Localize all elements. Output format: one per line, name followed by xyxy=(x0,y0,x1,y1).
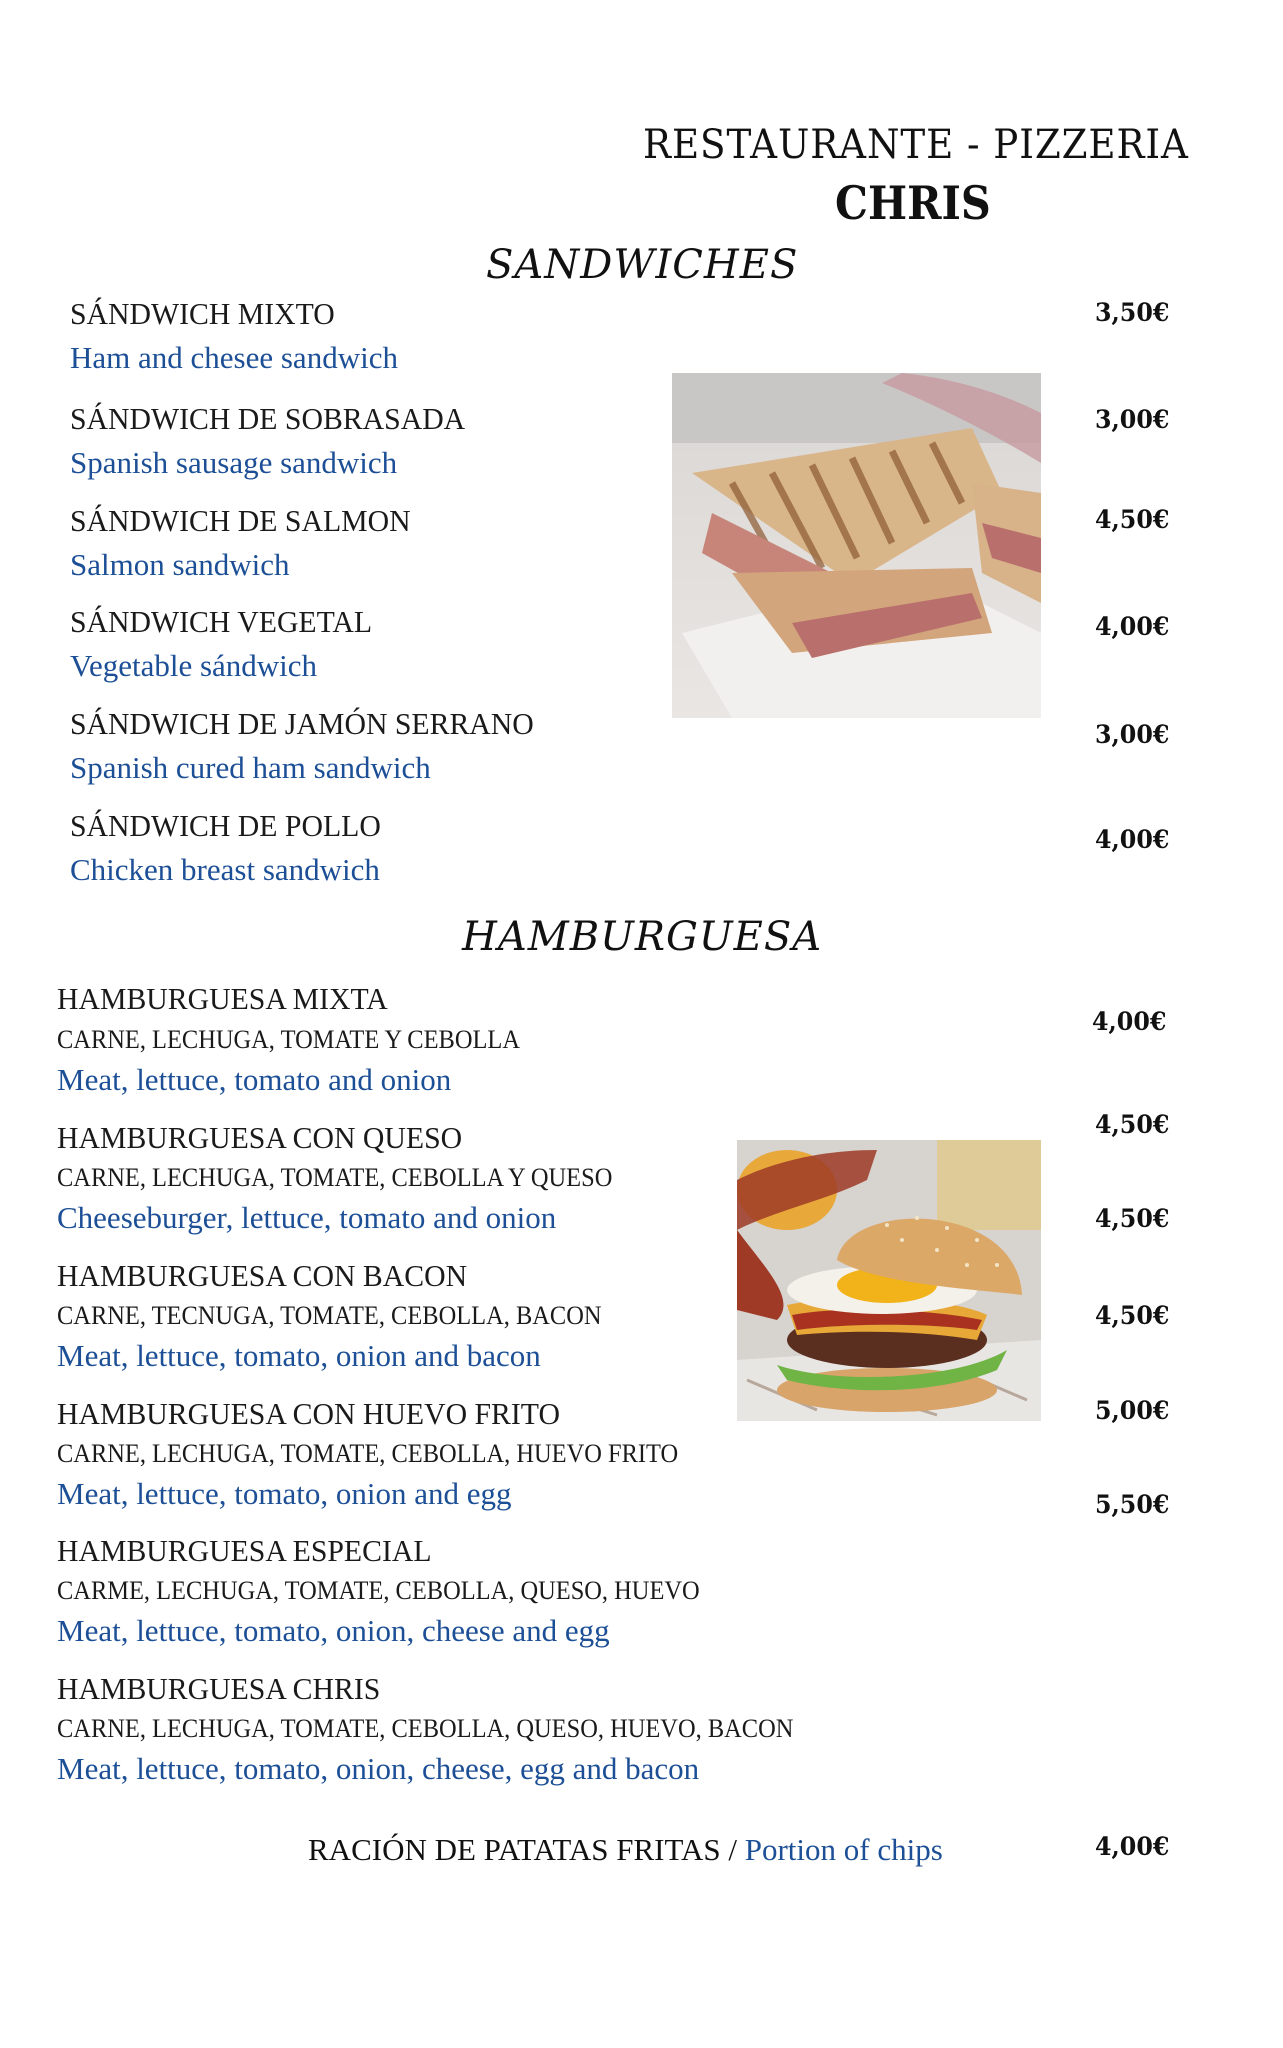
item-price: 4,50€ xyxy=(1095,1110,1170,1139)
restaurant-subtitle: RESTAURANTE - PIZZERIA xyxy=(643,122,1189,168)
item-ingredients: CARNE, LECHUGA, TOMATE, CEBOLLA, QUESO, HUEVO, BACON xyxy=(57,1714,794,1743)
item-ingredients: CARME, LECHUGA, TOMATE, CEBOLLA, QUESO, HUEVO xyxy=(57,1576,700,1605)
chips-line xyxy=(308,1832,943,1868)
section-heading-sandwiches: SANDWICHES xyxy=(486,242,799,288)
item-ingredients: CARNE, LECHUGA, TOMATE, CEBOLLA Y QUESO xyxy=(57,1163,613,1192)
item-price: 3,50€ xyxy=(1095,298,1170,327)
item-desc-english: Ham and chesee sandwich xyxy=(70,340,398,375)
item-ingredients: CARNE, TECNUGA, TOMATE, CEBOLLA, BACON xyxy=(57,1301,602,1330)
item-name: HAMBURGUESA CON BACON xyxy=(57,1258,468,1293)
item-price: 4,00€ xyxy=(1092,1007,1167,1036)
item-name: HAMBURGUESA ESPECIAL xyxy=(57,1533,432,1568)
restaurant-name: CHRIS xyxy=(835,176,991,230)
item-price: 3,00€ xyxy=(1095,720,1170,749)
chips-price: 4,00€ xyxy=(1095,1832,1170,1861)
item-name: HAMBURGUESA CON HUEVO FRITO xyxy=(57,1396,560,1431)
burger-photo xyxy=(737,1140,1041,1421)
item-ingredients: CARNE, LECHUGA, TOMATE, CEBOLLA, HUEVO FRITO xyxy=(57,1439,679,1468)
item-desc-english: Meat, lettuce, tomato, onion, cheese, egg and bacon xyxy=(57,1751,700,1786)
item-desc-english: Salmon sandwich xyxy=(70,547,290,582)
item-desc-english: Spanish cured ham sandwich xyxy=(70,750,431,785)
item-name: SÁNDWICH DE SOBRASADA xyxy=(70,401,466,436)
item-price: 3,00€ xyxy=(1095,405,1170,434)
item-price: 4,00€ xyxy=(1095,612,1170,641)
burger-image-icon xyxy=(737,1140,1041,1421)
item-name: HAMBURGUESA CHRIS xyxy=(57,1671,381,1706)
sandwich-image-icon xyxy=(672,373,1041,718)
item-name: HAMBURGUESA MIXTA xyxy=(57,981,388,1016)
item-desc-english: Cheeseburger, lettuce, tomato and onion xyxy=(57,1200,557,1235)
item-name: SÁNDWICH MIXTO xyxy=(70,296,335,331)
chips-label-english: Portion of chips xyxy=(744,1832,943,1867)
item-desc-english: Spanish sausage sandwich xyxy=(70,445,398,480)
item-name: HAMBURGUESA CON QUESO xyxy=(57,1120,463,1155)
item-ingredients: CARNE, LECHUGA, TOMATE Y CEBOLLA xyxy=(57,1025,521,1054)
item-name: SÁNDWICH DE SALMON xyxy=(70,503,411,538)
sandwich-photo xyxy=(672,373,1041,718)
item-desc-english: Chicken breast sandwich xyxy=(70,852,380,887)
item-price: 4,50€ xyxy=(1095,1204,1170,1233)
chips-separator: / xyxy=(720,1832,745,1867)
item-desc-english: Meat, lettuce, tomato, onion and egg xyxy=(57,1476,512,1511)
item-price: 5,00€ xyxy=(1095,1396,1170,1425)
item-desc-english: Meat, lettuce, tomato and onion xyxy=(57,1062,452,1097)
item-price: 4,00€ xyxy=(1095,825,1170,854)
item-name: SÁNDWICH DE JAMÓN SERRANO xyxy=(70,706,534,741)
item-desc-english: Meat, lettuce, tomato, onion and bacon xyxy=(57,1338,541,1373)
item-desc-english: Vegetable sándwich xyxy=(70,648,318,683)
item-price: 4,50€ xyxy=(1095,1301,1170,1330)
item-price: 4,50€ xyxy=(1095,505,1170,534)
item-desc-english: Meat, lettuce, tomato, onion, cheese and egg xyxy=(57,1613,610,1648)
chips-label-spanish: RACIÓN DE PATATAS FRITAS xyxy=(308,1832,721,1867)
item-price: 5,50€ xyxy=(1095,1490,1170,1519)
section-heading-hamburguesa: HAMBURGUESA xyxy=(462,914,823,960)
item-name: SÁNDWICH VEGETAL xyxy=(70,604,373,639)
item-name: SÁNDWICH DE POLLO xyxy=(70,808,381,843)
